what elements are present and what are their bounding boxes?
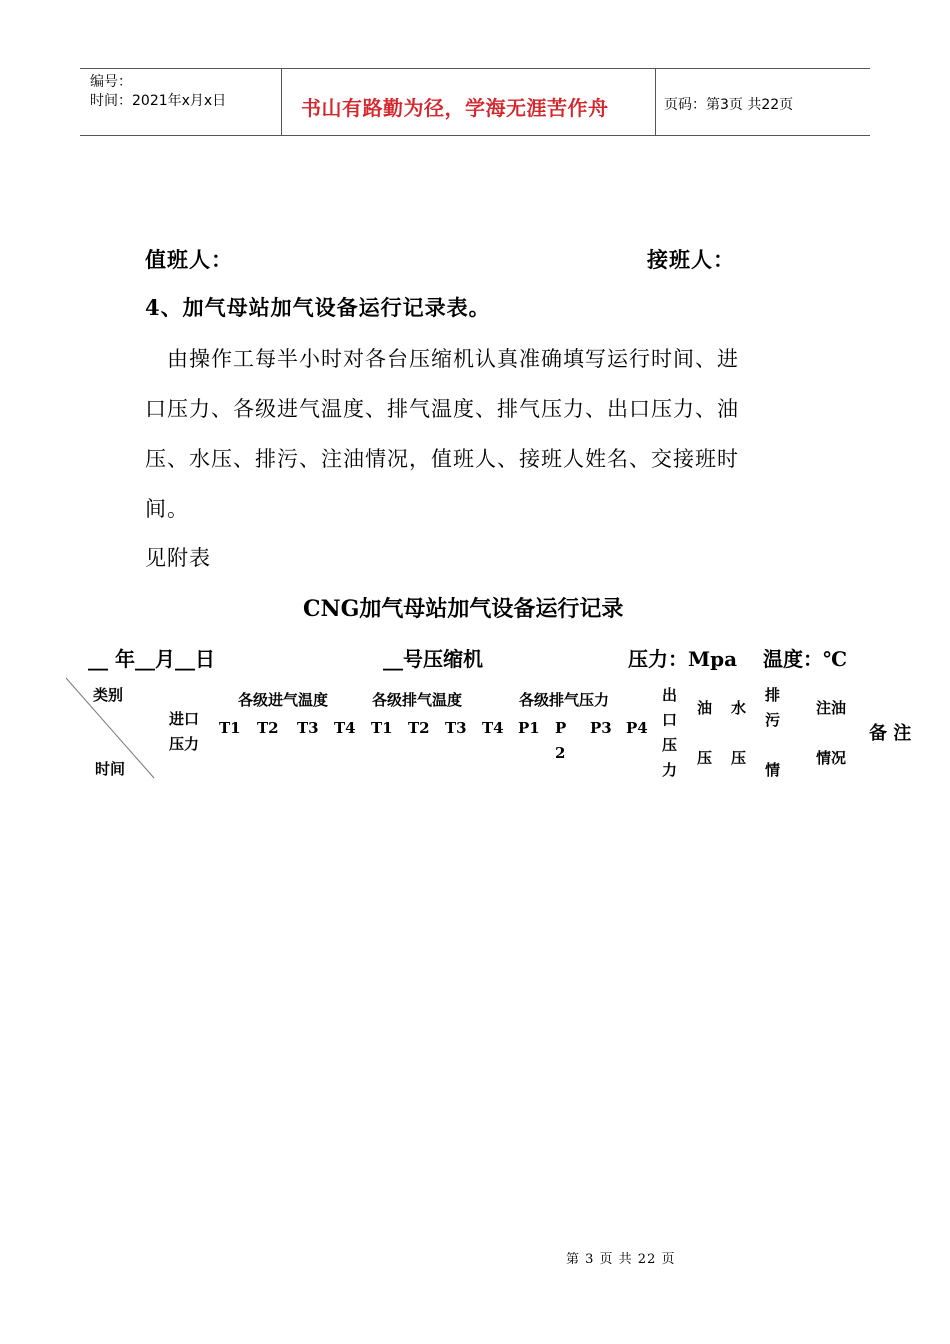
header-remarks: 备 注 xyxy=(869,723,912,744)
header-exhaust-p3: P3 xyxy=(590,719,612,737)
header-water-pressure: 水 xyxy=(731,699,747,717)
paragraph-line: 由操作工每半小时对各台压缩机认真准确填写运行时间、进 xyxy=(167,347,739,371)
section-heading: 4、加气母站加气设备运行记录表。 xyxy=(145,295,491,320)
header-exhaust-p1: P1 xyxy=(518,719,540,737)
paragraph-line: 口压力、各级进气温度、排气温度、排气压力、出口压力、油 xyxy=(145,397,739,421)
relief-label: 接班人： xyxy=(647,247,735,272)
header-divider xyxy=(281,68,282,136)
header-top-rule xyxy=(80,68,870,69)
doc-number-label: 编号： xyxy=(90,74,132,90)
header-drain-status: 污 xyxy=(765,711,781,729)
header-intake-t3: T3 xyxy=(297,719,319,737)
header-inlet-pressure: 压力 xyxy=(169,735,200,753)
header-exhaust-p2: P xyxy=(555,719,567,737)
header-inlet-pressure: 进口 xyxy=(169,710,200,728)
header-exhaust-t3: T3 xyxy=(445,719,467,737)
header-exhaust-t2: T2 xyxy=(408,719,430,737)
header-exhaust-t1: T1 xyxy=(371,719,393,737)
pressure-unit: 压力：Mpa xyxy=(628,647,738,671)
on-duty-label: 值班人： xyxy=(145,247,233,272)
header-outlet-pressure: 压 xyxy=(662,736,678,754)
header-oil-injection: 注油 xyxy=(816,699,847,717)
header-time: 时间 xyxy=(95,760,126,778)
header-intake-t4: T4 xyxy=(334,719,356,737)
paragraph-line: 压、水压、排污、注油情况，值班人、接班人姓名、交接班时 xyxy=(145,447,739,471)
header-drain-status: 情 xyxy=(765,761,781,779)
header-exhaust-temp-group: 各级排气温度 xyxy=(372,691,463,709)
header-exhaust-p2-suffix: 2 xyxy=(555,744,566,762)
header-outlet-pressure: 口 xyxy=(662,711,678,729)
header-exhaust-t4: T4 xyxy=(482,719,504,737)
header-intake-temp-group: 各级进气温度 xyxy=(238,691,329,709)
header-oil-injection: 情况 xyxy=(816,749,847,767)
table-title: CNG加气母站加气设备运行记录 xyxy=(303,596,624,622)
header-oil-pressure: 油 xyxy=(697,699,713,717)
header-water-pressure: 压 xyxy=(731,749,747,767)
header-divider xyxy=(655,68,656,136)
header-outlet-pressure: 出 xyxy=(662,686,678,704)
paragraph-line: 间。 xyxy=(145,497,189,521)
header-outlet-pressure: 力 xyxy=(662,761,678,779)
temperature-unit: 温度：℃ xyxy=(763,647,847,671)
compressor-number: __号压缩机 xyxy=(383,647,483,671)
header-bottom-rule xyxy=(80,135,870,136)
page-footer: 第 3 页 共 22 页 xyxy=(566,1252,676,1267)
header-drain-status: 排 xyxy=(765,686,781,704)
header-exhaust-press-group: 各级排气压力 xyxy=(519,691,610,709)
header-category: 类别 xyxy=(93,686,124,704)
see-appendix: 见附表 xyxy=(145,546,211,570)
date-line: 时间：2021年x月x日 xyxy=(90,93,227,109)
header-exhaust-p4: P4 xyxy=(626,719,648,737)
header-motto: 书山有路勤为径，学海无涯苦作舟 xyxy=(301,96,609,120)
header-intake-t1: T1 xyxy=(219,719,241,737)
header-intake-t2: T2 xyxy=(257,719,279,737)
table-date: __ 年__月__日 xyxy=(88,647,215,671)
page-info: 页码：第3页 共22页 xyxy=(664,97,794,113)
header-oil-pressure: 压 xyxy=(697,749,713,767)
